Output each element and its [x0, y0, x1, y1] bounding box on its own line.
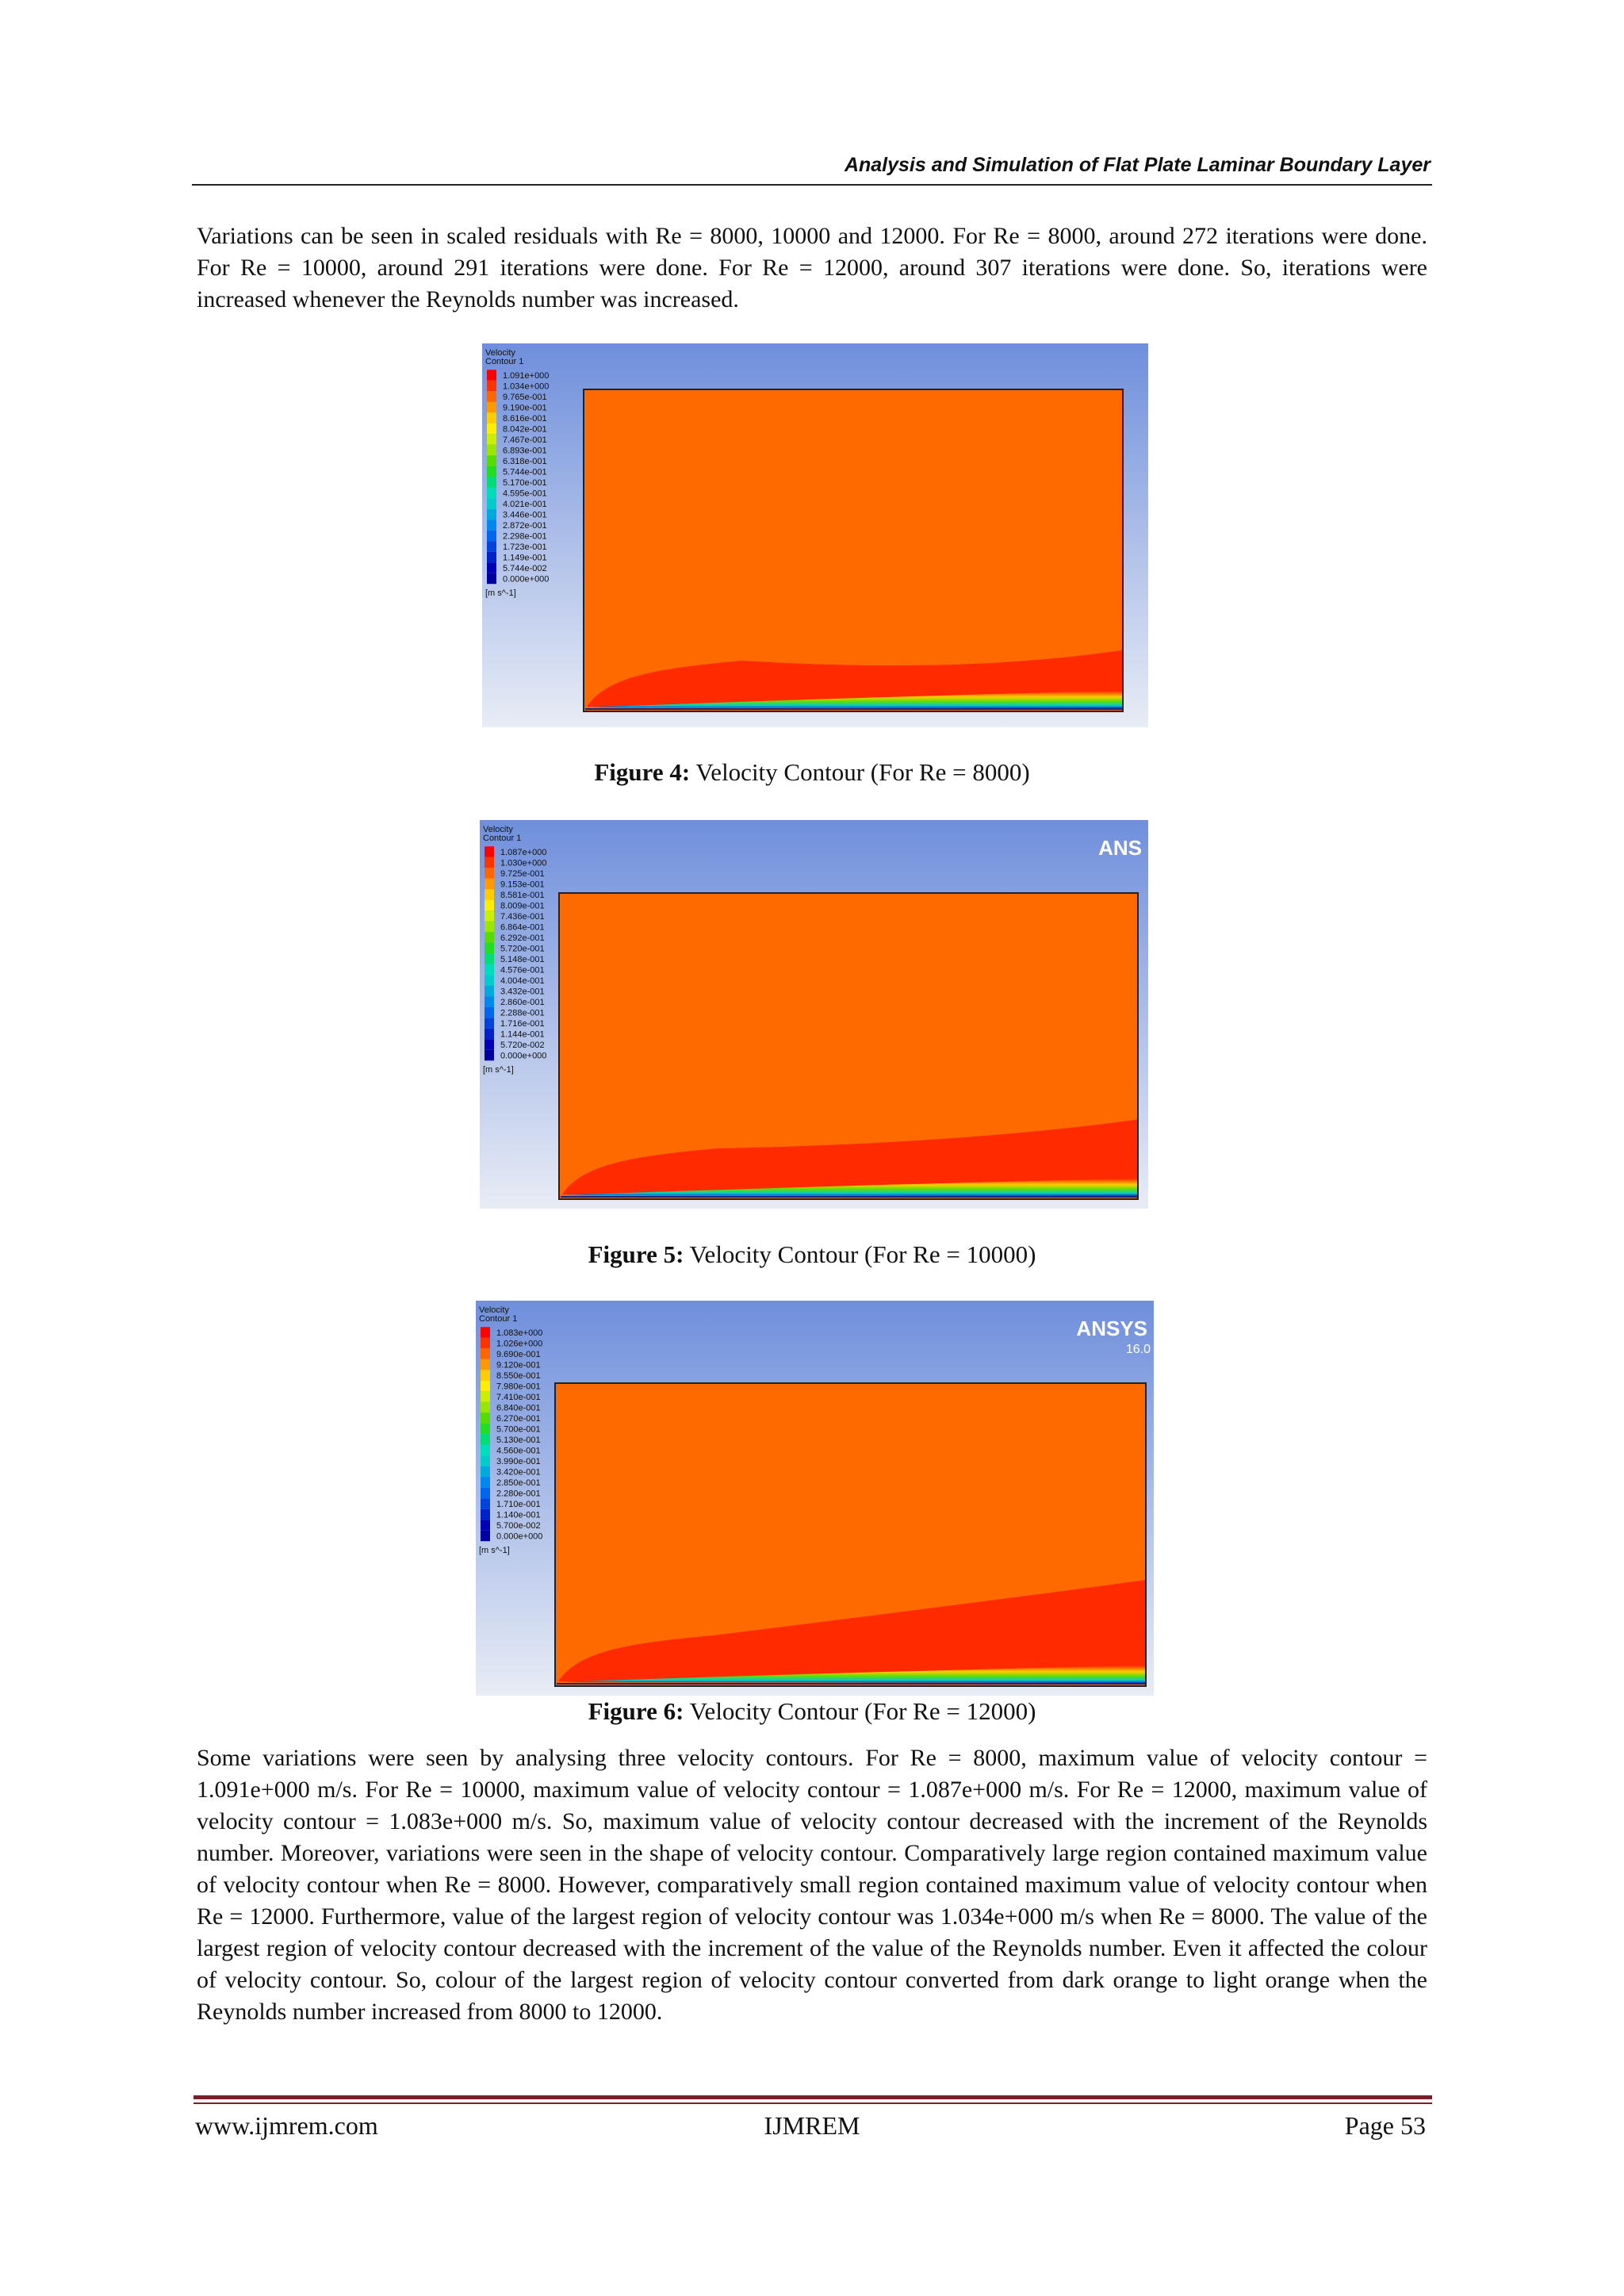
legend-value: 1.087e+000 [500, 848, 547, 857]
legend-swatch [485, 900, 494, 911]
paragraph-residuals: Variations can be seen in scaled residuals with Re = 8000, 10000 and 12000. For Re = 8000, around 272 iterations were done. For Re = 10000, around 291 iterations were done. For Re = 12000, around 307 iterations were done. So, iterations were increased whenever the Reynolds number was increased. [197, 223, 1427, 312]
legend-swatch [487, 509, 496, 520]
legend-value: 8.009e-001 [500, 901, 545, 911]
contour-plot [482, 343, 1148, 727]
legend-value: 2.872e-001 [503, 521, 547, 531]
legend-swatch [487, 412, 496, 424]
legend-value: 4.576e-001 [500, 965, 545, 976]
figure-caption-text: Velocity Contour (For Re = 10000) [689, 1240, 1036, 1268]
legend-swatch [487, 370, 496, 381]
figure-6-velocity-contour [476, 1301, 1154, 1696]
legend-swatch [487, 488, 496, 499]
legend-swatch [485, 1018, 494, 1029]
legend-swatch [485, 943, 494, 954]
legend-value: 8.550e-001 [496, 1371, 541, 1381]
legend-value: 6.292e-001 [500, 933, 545, 943]
legend-value: 2.860e-001 [500, 998, 545, 1007]
legend-value: 1.149e-001 [503, 553, 547, 563]
legend-value: 6.270e-001 [496, 1414, 541, 1424]
legend-value: 7.467e-001 [503, 435, 547, 445]
legend-value: 0.000e+000 [500, 1051, 547, 1061]
legend-title: Velocity [479, 1305, 509, 1315]
ansys-logo: ANS [1098, 836, 1142, 860]
legend-value: 6.840e-001 [496, 1403, 541, 1413]
legend-swatch [481, 1370, 490, 1381]
legend-swatch [485, 879, 494, 890]
legend-swatch [481, 1402, 490, 1413]
legend-swatch [487, 552, 496, 563]
legend-swatch [485, 932, 494, 943]
legend-title: Contour 1 [479, 1314, 518, 1324]
legend-swatch [481, 1520, 490, 1531]
legend-value: 1.034e+000 [503, 381, 550, 392]
legend-title: Velocity [483, 825, 513, 834]
legend-value: 6.318e-001 [503, 457, 547, 466]
legend-value: 5.170e-001 [503, 478, 547, 488]
legend-value: 0.000e+000 [496, 1531, 543, 1542]
legend-value: 1.091e+000 [503, 371, 550, 381]
figure-label: Figure 6: [588, 1697, 684, 1725]
legend-value: 1.723e-001 [503, 542, 547, 552]
legend-value: 9.190e-001 [503, 403, 547, 413]
legend-swatch [481, 1477, 490, 1488]
legend-value: 1.030e+000 [500, 858, 547, 868]
ansys-logo: ANSYS [1076, 1317, 1147, 1340]
legend-value: 3.420e-001 [496, 1467, 541, 1478]
legend-units: [m s^-1] [479, 1546, 510, 1555]
legend-swatch [481, 1424, 490, 1435]
legend-swatch [485, 857, 494, 868]
figure-5-velocity-contour [480, 820, 1148, 1209]
legend-swatch [485, 922, 494, 933]
legend-value: 1.026e+000 [496, 1339, 543, 1349]
legend-value: 8.581e-001 [500, 891, 545, 900]
legend-value: 7.980e-001 [496, 1382, 541, 1392]
legend-swatch [481, 1391, 490, 1402]
legend-value: 6.893e-001 [503, 446, 547, 456]
legend-swatch [485, 910, 494, 922]
legend-value: 1.710e-001 [496, 1500, 541, 1509]
legend-value: 9.120e-001 [496, 1360, 541, 1370]
legend-value: 4.595e-001 [503, 489, 547, 499]
legend-swatch [481, 1434, 490, 1445]
legend-value: 8.042e-001 [503, 424, 547, 435]
legend-value: 6.864e-001 [500, 922, 545, 933]
legend-swatch [485, 986, 494, 997]
legend-swatch [487, 434, 496, 445]
legend-value: 1.140e-001 [496, 1510, 541, 1520]
legend-value: 5.700e-001 [496, 1424, 541, 1435]
legend-swatch [481, 1509, 490, 1520]
legend-value: 9.765e-001 [503, 393, 547, 402]
figure-caption-text: Velocity Contour (For Re = 12000) [689, 1697, 1036, 1725]
legend-swatch [481, 1348, 490, 1359]
legend-value: 5.744e-002 [503, 564, 547, 573]
legend-value: 5.720e-001 [500, 944, 545, 954]
legend-swatch [481, 1359, 490, 1370]
legend-value: 4.560e-001 [496, 1446, 541, 1456]
figure-5-caption [0, 1240, 1624, 1269]
legend-swatch [487, 531, 496, 542]
legend-swatch [485, 1007, 494, 1018]
legend-swatch [487, 573, 496, 585]
legend-title: Velocity [485, 348, 515, 358]
legend-swatch [487, 445, 496, 456]
legend-swatch [487, 424, 496, 435]
legend-swatch [487, 519, 496, 531]
legend-swatch [481, 1466, 490, 1478]
legend-swatch [485, 964, 494, 976]
legend-swatch [487, 466, 496, 477]
legend-value: 0.000e+000 [503, 574, 550, 585]
figure-caption-text: Velocity Contour (For Re = 8000) [695, 758, 1030, 786]
legend-value: 5.148e-001 [500, 955, 545, 964]
figure-4-caption [0, 758, 1624, 787]
running-title: Analysis and Simulation of Flat Plate Laminar Boundary Layer [844, 154, 1431, 176]
legend-value: 8.616e-001 [503, 414, 547, 424]
legend-value: 5.720e-002 [500, 1041, 545, 1050]
ansys-version: 16.0 [1125, 1343, 1151, 1356]
legend-swatch [485, 975, 494, 986]
legend-value: 1.083e+000 [496, 1328, 543, 1338]
footer-journal: IJMREM [764, 2111, 860, 2140]
legend-value: 3.432e-001 [500, 987, 545, 997]
figure-6-caption [0, 1697, 1624, 1726]
legend-swatch [481, 1531, 490, 1542]
legend-swatch [485, 996, 494, 1007]
legend-swatch [485, 868, 494, 879]
legend-swatch [487, 455, 496, 466]
legend-value: 4.004e-001 [500, 976, 545, 986]
legend-swatch [487, 498, 496, 509]
legend-value: 5.700e-002 [496, 1521, 541, 1531]
legend-value: 7.410e-001 [496, 1393, 541, 1402]
legend-swatch [487, 402, 496, 413]
legend-swatch [485, 889, 494, 900]
legend-value: 9.153e-001 [500, 880, 545, 890]
contour-plot [480, 820, 1148, 1209]
legend-swatch [481, 1412, 490, 1424]
legend-swatch [485, 846, 494, 857]
footer-rule [193, 2095, 1432, 2099]
legend-swatch [487, 477, 496, 488]
legend-value: 9.690e-001 [496, 1350, 541, 1359]
legend-swatch [481, 1381, 490, 1392]
legend-swatch [481, 1455, 490, 1466]
legend-value: 3.446e-001 [503, 510, 547, 520]
contour-plot [476, 1301, 1154, 1696]
legend-swatch [487, 381, 496, 392]
legend-swatch [481, 1445, 490, 1456]
legend-value: 2.280e-001 [496, 1489, 541, 1499]
legend-swatch [481, 1498, 490, 1509]
legend-value: 7.436e-001 [500, 912, 545, 922]
legend-units: [m s^-1] [485, 588, 516, 598]
legend-swatch [481, 1327, 490, 1338]
legend-title: Contour 1 [483, 834, 522, 843]
paragraph-analysis: Some variations were seen by analysing three velocity contours. For Re = 8000, maximum value of velocity contour = 1.091e+000 m/s. For Re = 10000, maximum value of velocity contour = 1.087e+000 m/s. For Re = 12000, maximum value of velocity contour = 1.083e+000 m/s. So, maximum value of velocity contour decreased with the increment of the Reynolds number. Moreover, variations were seen in the shape of velocity contour. Comparatively large region contained maximum value of velocity contour when Re = 8000. However, comparatively small region contained maximum value of velocity contour when Re = 12000. Furthermore, value of the largest region of velocity contour was 1.034e+000 m/s when Re = 8000. The value of the largest region of velocity contour decreased with the increment of the value of the Reynolds number. Even it affected the colour of velocity contour. So, colour of the largest region of velocity contour converted from dark orange to light orange when the Reynolds number increased from 8000 to 12000. [197, 1745, 1427, 2025]
legend-value: 1.716e-001 [500, 1019, 545, 1029]
legend-value: 3.990e-001 [496, 1457, 541, 1466]
legend-value: 5.744e-001 [503, 467, 547, 477]
legend-value: 4.021e-001 [503, 500, 547, 509]
figure-label: Figure 4: [594, 758, 691, 786]
legend-title: Contour 1 [485, 357, 524, 366]
legend-swatch [485, 1050, 494, 1061]
legend-swatch [481, 1488, 490, 1499]
figure-4-velocity-contour [482, 343, 1148, 727]
footer-website: www.ijmrem.com [195, 2111, 378, 2140]
legend-swatch [487, 541, 496, 552]
legend-value: 9.725e-001 [500, 869, 545, 879]
legend-units: [m s^-1] [483, 1065, 514, 1075]
legend-value: 2.288e-001 [500, 1008, 545, 1018]
legend-swatch [481, 1338, 490, 1349]
legend-value: 1.144e-001 [500, 1029, 545, 1040]
figure-label: Figure 5: [588, 1240, 684, 1268]
legend-value: 2.298e-001 [503, 531, 547, 542]
footer-page-number: Page 53 [1344, 2111, 1426, 2140]
legend-swatch [485, 1039, 494, 1050]
legend-value: 5.130e-001 [496, 1435, 541, 1445]
legend-swatch [487, 391, 496, 402]
header-rule [192, 184, 1432, 186]
legend-swatch [485, 953, 494, 964]
legend-swatch [487, 562, 496, 573]
legend-value: 2.850e-001 [496, 1478, 541, 1488]
footer-rule-thin [193, 2102, 1432, 2104]
legend-swatch [485, 1029, 494, 1040]
